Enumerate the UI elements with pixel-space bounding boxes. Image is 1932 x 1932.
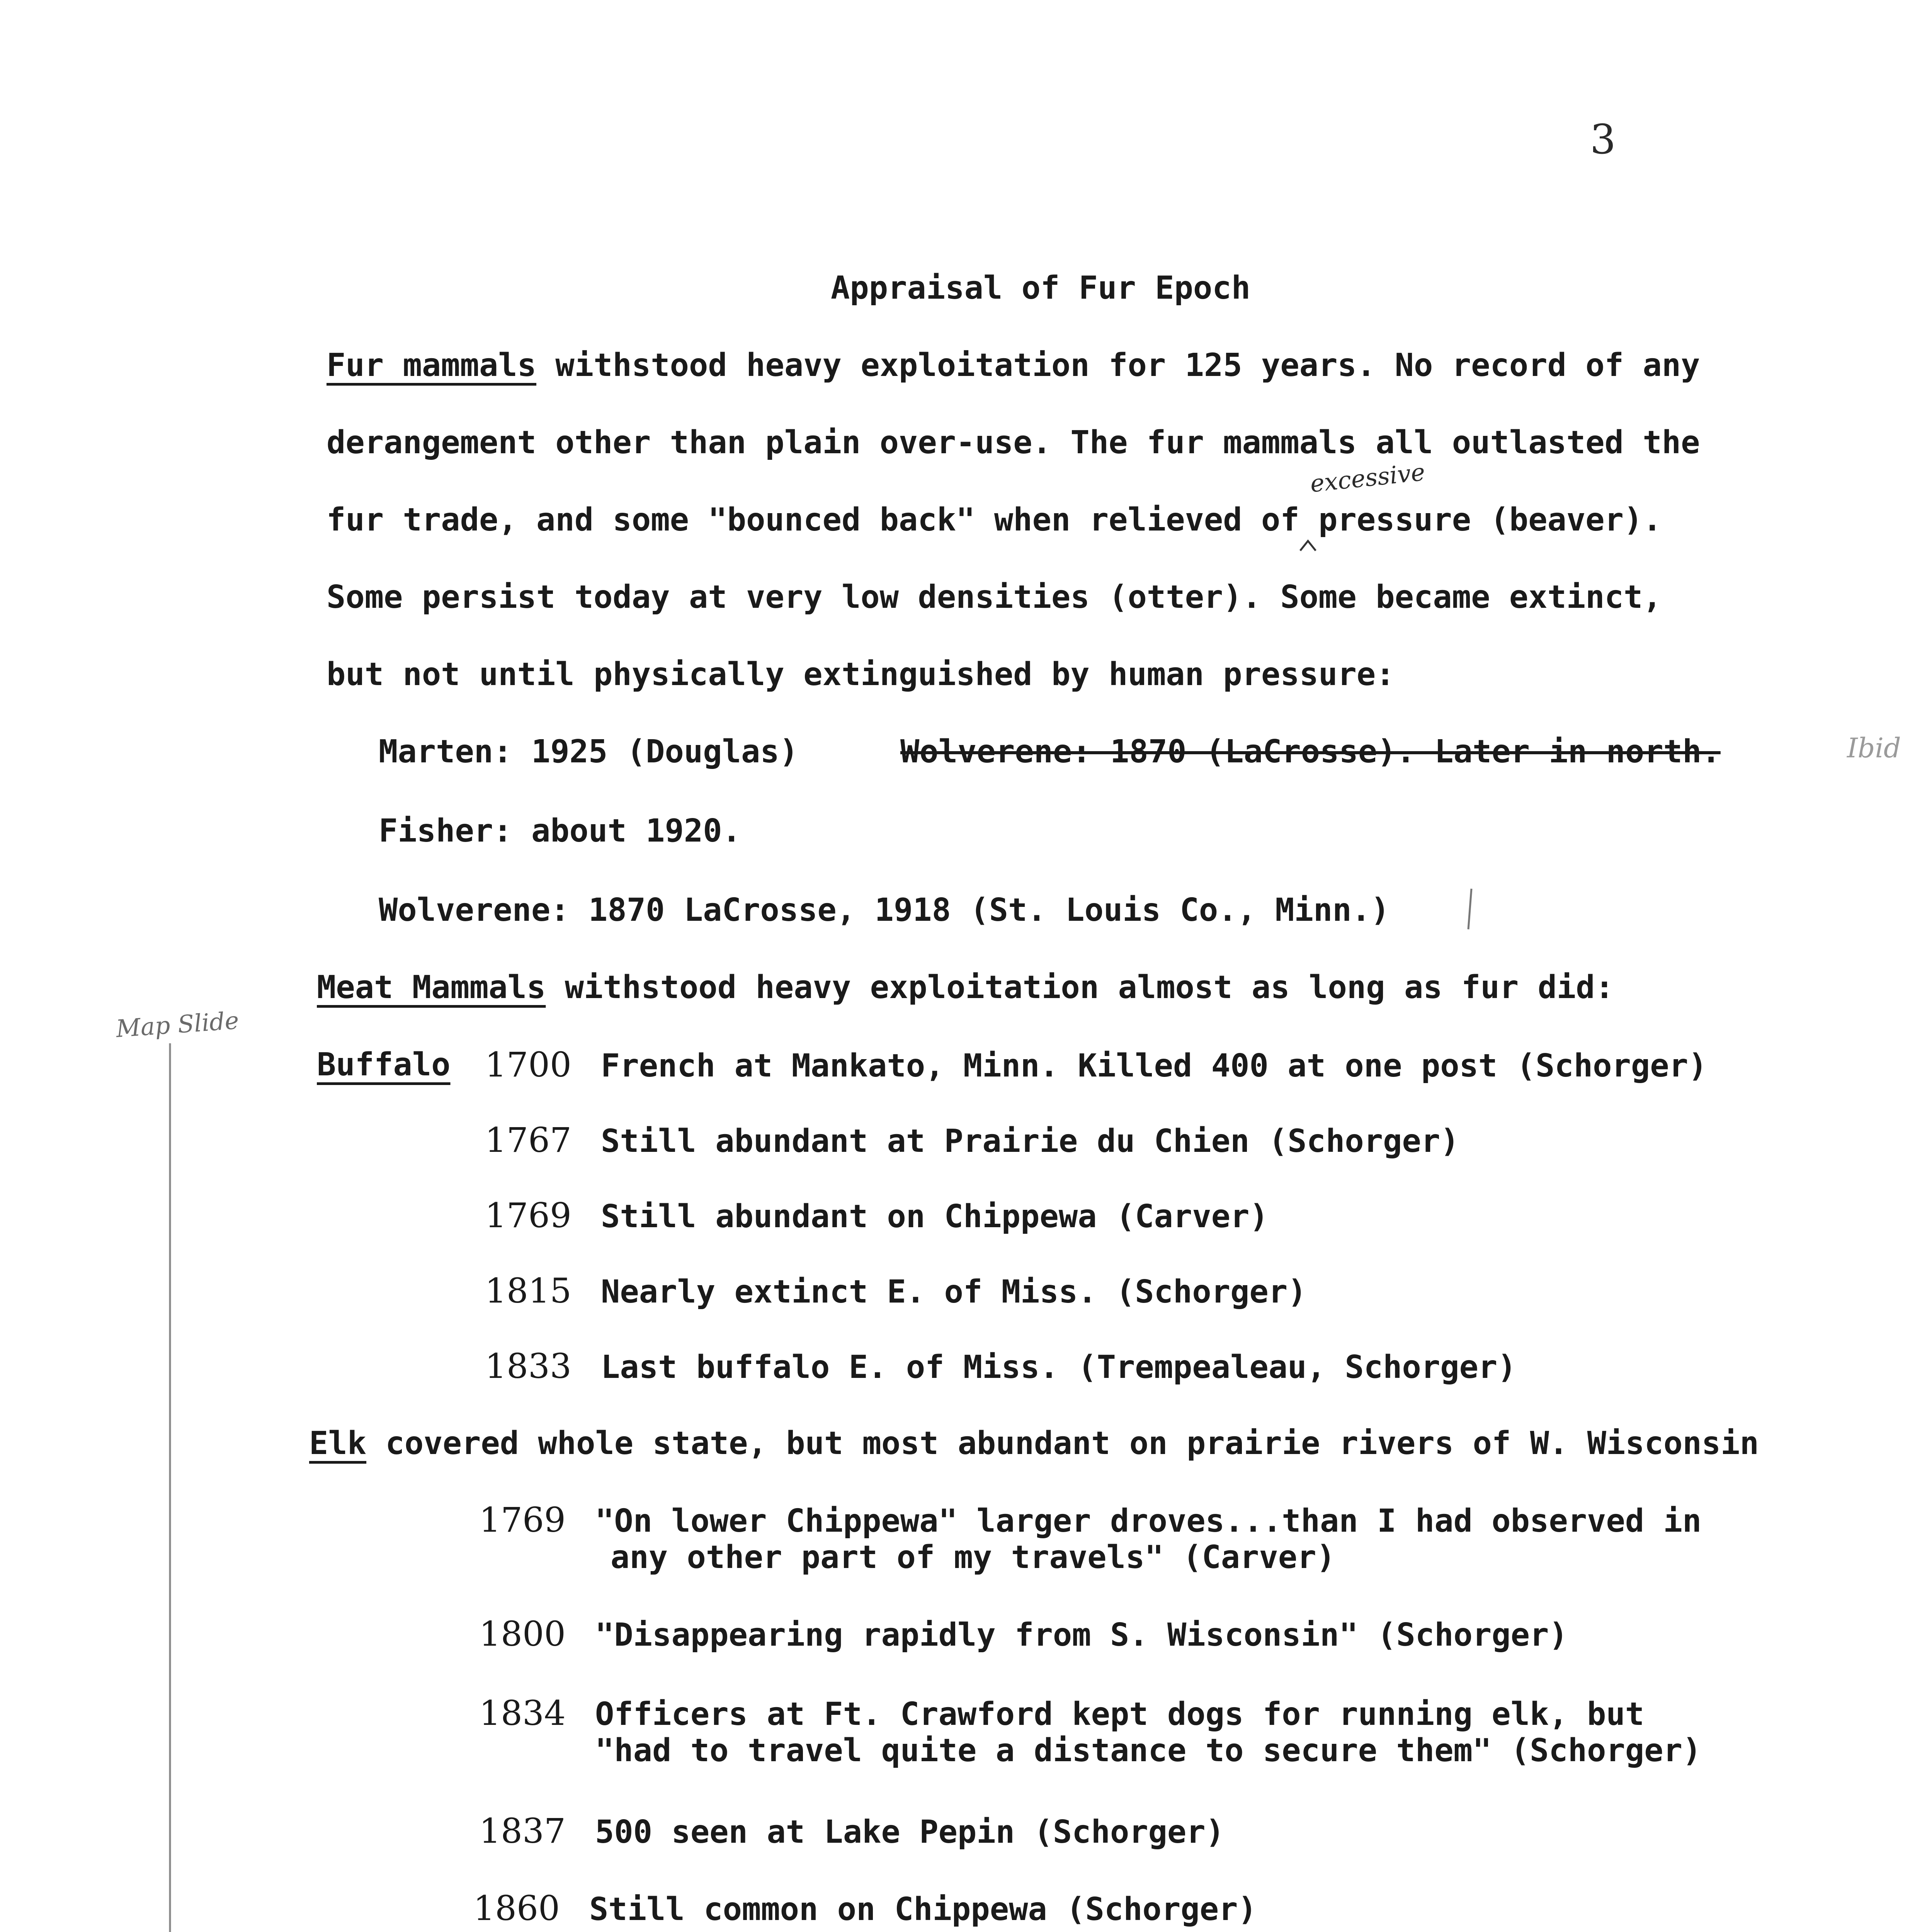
elk-text: Still common on Chippewa (Schorger) [589, 1891, 1257, 1928]
elk-year: 1834 [479, 1693, 566, 1733]
fisher-entry: Fisher: about 1920. [379, 813, 741, 849]
fur-line-3-a: fur trade, and some "bounced back" when relieved of [327, 502, 1319, 538]
elk-text: 500 seen at Lake Pepin (Schorger) [595, 1814, 1225, 1850]
elk-text: "On lower Chippewa" larger droves...than I had observed in [595, 1503, 1702, 1539]
elk-year: 1800 [479, 1614, 566, 1654]
fur-line-3-b: pressure (beaver). [1318, 502, 1662, 538]
elk-label: Elk [309, 1425, 367, 1462]
elk-year: 1860 [473, 1888, 560, 1928]
elk-text-cont: "had to travel quite a distance to secure them" (Schorger) [595, 1732, 1702, 1769]
meat-mammals-heading: Meat Mammals [317, 969, 546, 1006]
elk-text: "Disappearing rapidly from S. Wisconsin" (Schorger) [595, 1617, 1568, 1653]
marten-entry: Marten: 1925 (Douglas) [379, 733, 799, 770]
elk-text-cont: any other part of my travels" (Carver) [611, 1539, 1335, 1576]
struck-margin-note: Ibid [1847, 732, 1901, 764]
buffalo-text: Last buffalo E. of Miss. (Trempealeau, Schorger) [601, 1349, 1517, 1386]
page-title: Appraisal of Fur Epoch [831, 270, 1251, 306]
struck-wolverene-entry: Wolverene: 1870 (LaCrosse). Later in north. [900, 733, 1721, 770]
caret-excessive [1300, 541, 1316, 551]
buffalo-text: Still abundant on Chippewa (Carver) [601, 1198, 1269, 1235]
map-slide-note: Map Slide [115, 1006, 240, 1043]
buffalo-year: 1833 [485, 1346, 571, 1386]
buffalo-text: Nearly extinct E. of Miss. (Schorger) [601, 1274, 1307, 1310]
elk-text: Officers at Ft. Crawford kept dogs for running elk, but [595, 1696, 1645, 1733]
buffalo-label: Buffalo [317, 1046, 451, 1083]
meat-mammals-text: withstood heavy exploitation almost as long as fur did: [546, 969, 1614, 1006]
buffalo-year: 1700 [485, 1045, 571, 1085]
fur-line-1-text: withstood heavy exploitation for 125 years. No record of any [536, 347, 1700, 384]
buffalo-text: Still abundant at Prairie du Chien (Schorger) [601, 1123, 1459, 1160]
fur-line-2: derangement other than plain over-use. The fur mammals all outlasted the [327, 424, 1700, 461]
fur-line-4: Some persist today at very low densities (otter). Some became extinct, [327, 579, 1662, 616]
buffalo-year: 1767 [485, 1120, 571, 1160]
buffalo-year: 1769 [485, 1196, 571, 1235]
elk-text: covered whole state, but most abundant on prairie rivers of W. Wisconsin [366, 1425, 1759, 1462]
wolverene-margin-tick [1468, 889, 1471, 929]
fur-mammals-heading: Fur mammals [327, 347, 537, 384]
buffalo-year: 1815 [485, 1271, 571, 1311]
wolverene-entry: Wolverene: 1870 LaCrosse, 1918 (St. Louis Co., Minn.) [379, 892, 1390, 929]
fur-line-5: but not until physically extinguished by human pressure: [327, 656, 1395, 693]
elk-year: 1837 [479, 1811, 566, 1851]
page-number: 3 [1590, 116, 1616, 163]
buffalo-text: French at Mankato, Minn. Killed 400 at one post (Schorger) [601, 1048, 1708, 1084]
elk-year: 1769 [479, 1500, 566, 1540]
insert-excessive: excessive [1309, 457, 1427, 498]
